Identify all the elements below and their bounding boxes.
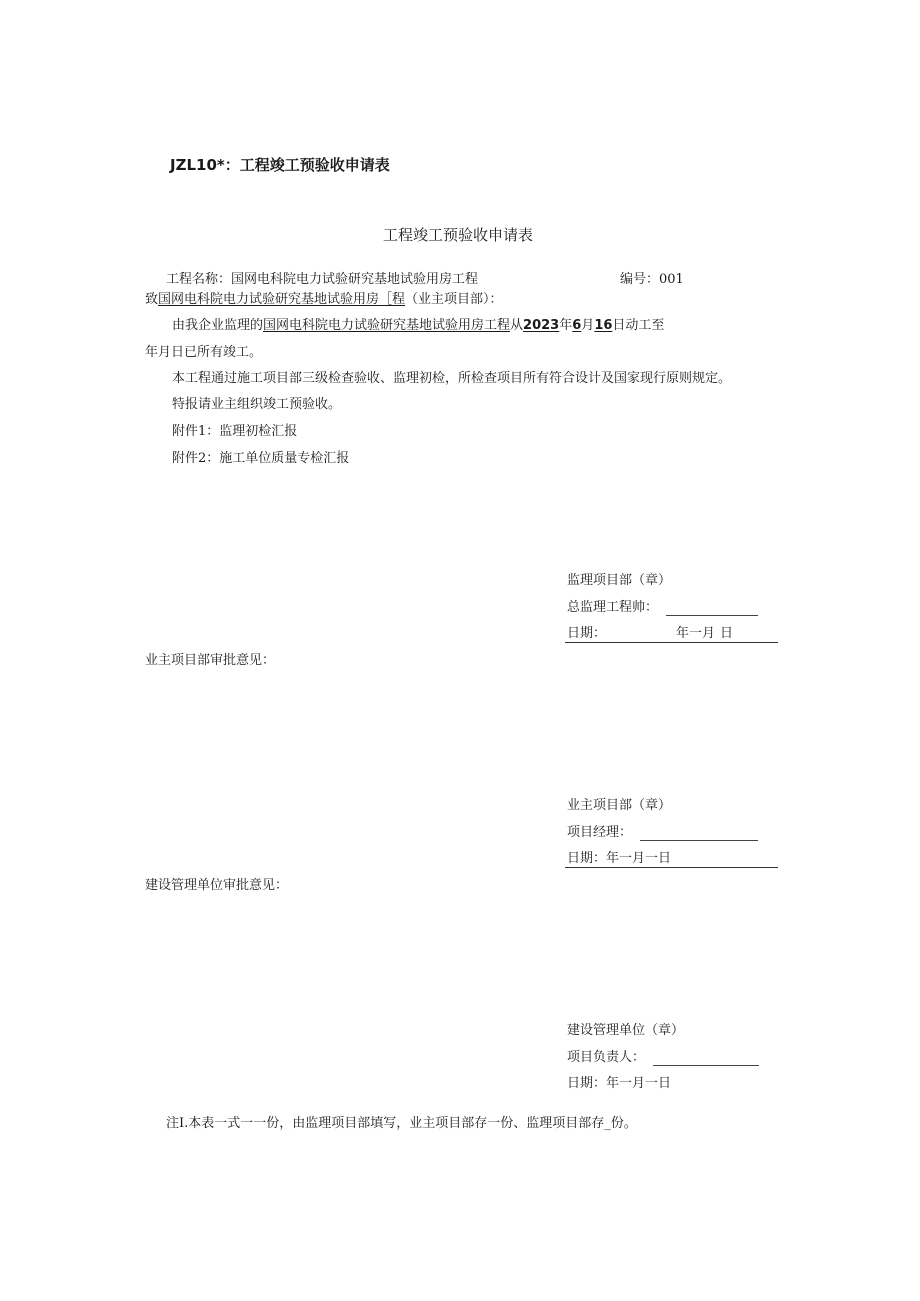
addressee-recipient: 国网电科院电力试验研究基地试验用房［程 [158, 292, 406, 307]
project-leader-line [567, 1050, 759, 1066]
attachment-2: 附件2：施工单位质量专检汇报 [172, 451, 350, 466]
builder-opinion-label: 建设管理单位审批意见： [145, 878, 289, 893]
project-name: 工程名称：国网电科院电力试验研究基地试验用房工程 [166, 272, 479, 287]
statement-line-2: 年月日已所有竣工。 [145, 345, 263, 360]
attachment-1: 附件1：监理初检汇报 [172, 424, 298, 439]
project-manager-label: 项目经理： [567, 825, 633, 840]
supervisor-date-ym: 年一月 [676, 626, 716, 641]
owner-opinion-label: 业主项目部审批意见： [145, 653, 276, 668]
supervisor-date-line [567, 626, 733, 642]
owner-dept-seal: 业主项目部（章） [567, 798, 672, 813]
statement-line-1 [172, 318, 664, 334]
statement-suffix: 日动工至 [612, 318, 665, 333]
request-statement: 特报请业主组织竣工预验收。 [172, 397, 342, 412]
owner-date-line: 日期：年一月一日 [567, 851, 672, 866]
form-title: 工程竣工预验收申请表 [383, 226, 534, 244]
inspection-statement: 本工程通过施工项目部三级检查验收、监理初检，所检查项目所有符合设计及国家现行原则规定。 [172, 371, 732, 386]
supervisor-date-d: 日 [720, 626, 734, 641]
supervisor-dept-seal: 监理项目部（章） [567, 573, 672, 588]
project-leader-signature-blank [653, 1065, 759, 1066]
addressee-line [145, 292, 503, 308]
chief-engineer-signature-blank [666, 615, 758, 616]
year-unit: 年 [559, 318, 573, 333]
chief-engineer-label: 总监理工程帅： [567, 600, 659, 615]
statement-project: 国网电科院电力试验研究基地试验用房工程 [263, 318, 511, 333]
supervisor-date-label: 日期： [567, 626, 607, 641]
start-year: 2023 [523, 318, 560, 333]
project-leader-label: 项目负责人： [567, 1050, 646, 1065]
project-manager-line [567, 825, 758, 841]
document-code-title: JZL10*：工程竣工预验收申请表 [170, 156, 390, 174]
footnote: 注Ⅰ.本表一式一一份，由监理项目部填写，业主项目部存一份、监理项目部存_份。 [166, 1116, 637, 1131]
owner-date-rule [565, 867, 778, 868]
statement-prefix: 由我企业监理的 [172, 318, 264, 333]
form-number: 编号：001 [620, 272, 684, 287]
project-manager-signature-blank [640, 840, 758, 841]
statement-from: 从 [510, 318, 524, 333]
builder-date-line: 日期：年一月一日 [567, 1076, 672, 1091]
chief-engineer-line [567, 600, 758, 616]
start-month: 6 [572, 318, 582, 333]
addressee-prefix: 致 [145, 292, 159, 307]
supervisor-date-rule [565, 642, 778, 643]
start-day: 16 [594, 318, 613, 333]
month-unit: 月 [581, 318, 595, 333]
addressee-suffix: （业主项目部）： [405, 292, 503, 307]
builder-unit-seal: 建设管理单位（章） [567, 1023, 685, 1038]
